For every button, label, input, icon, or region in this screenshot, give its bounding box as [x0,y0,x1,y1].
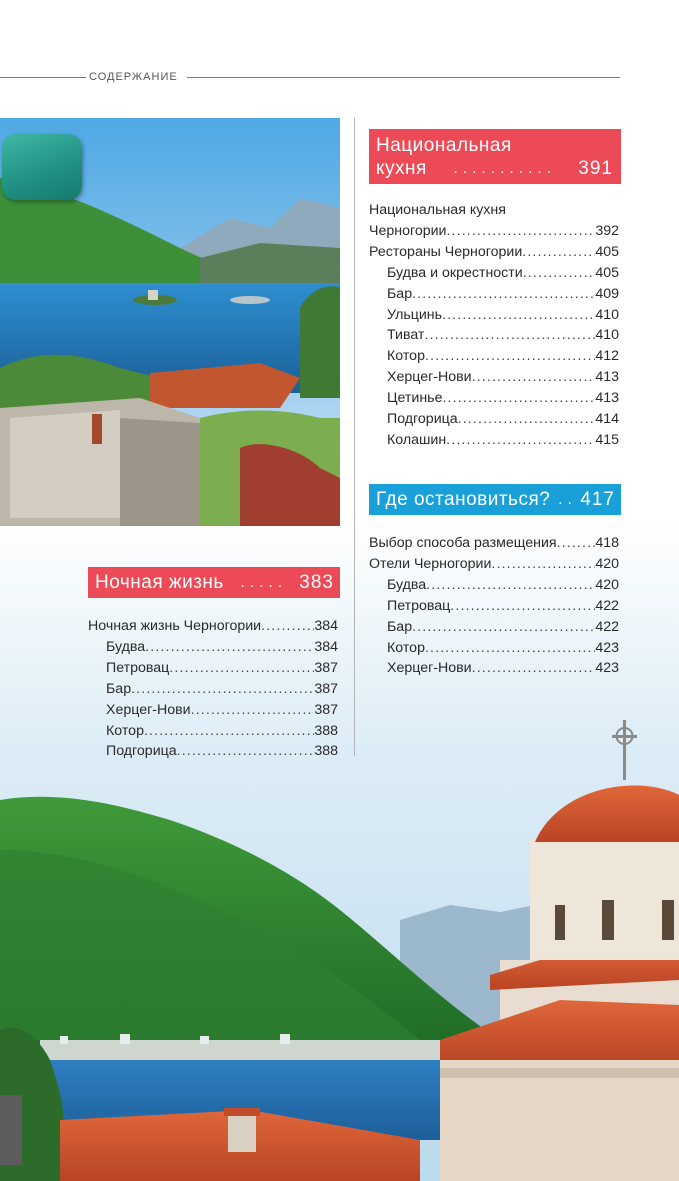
toc-entry[interactable] [369,533,619,554]
toc-leader-dots [425,638,595,659]
toc-entry-title: Ульцинь [387,306,443,323]
toc-entry[interactable] [369,638,619,659]
toc-leader-dots [426,575,595,596]
toc-entry-page: 392 [595,222,619,239]
toc-entry-title: Выбор способа размещения [369,535,557,551]
toc-leader-dots [458,409,596,430]
nightlife-section-heading[interactable] [88,567,340,598]
toc-entry[interactable] [369,221,619,242]
toc-entry[interactable] [88,658,338,679]
toc-entry[interactable] [369,430,619,451]
toc-entry-page: 423 [595,660,619,677]
toc-leader-dots [424,325,595,346]
toc-leader-dots [412,284,595,305]
toc-entry-title: Херцег-Нови [387,369,472,386]
toc-entry-title: Ночная жизнь Черногории [88,618,262,634]
toc-entry[interactable] [369,617,619,638]
toc-entry[interactable] [88,721,338,742]
toc-leader-dots [442,388,595,409]
toc-entry-title: Котор [106,722,144,739]
cuisine-heading-page: 391 [578,158,613,179]
toc-entry-title: Херцег-Нови [106,701,191,718]
toc-entry-title: Рестораны Черногории [369,243,523,260]
toc-entry-page: 409 [595,285,619,302]
toc-entry-page: 414 [595,411,619,428]
stay-heading-text: Где остановиться? [376,489,551,510]
toc-entry-page: 422 [595,618,619,635]
toc-entry-title: Херцег-Нови [387,660,472,677]
toc-leader-dots [425,346,595,367]
toc-entry[interactable] [88,741,338,762]
toc-entry-title: Будва [387,576,427,593]
cuisine-toc-list [369,200,619,451]
toc-leader-dots [191,700,315,721]
cuisine-intro-line: Национальная кухня [369,202,506,218]
toc-entry[interactable] [369,575,619,596]
toc-leader-dots [450,596,595,617]
toc-entry-page: 415 [595,431,619,448]
toc-entry-title: Отели Черногории [369,555,492,572]
nightlife-heading-page: 383 [299,572,334,593]
header-rule-left [0,77,86,78]
stay-section-heading[interactable] [369,484,621,515]
toc-entry-page: 384 [314,638,338,655]
toc-entry-title: Колашин [387,431,447,448]
toc-entry-title: Бар [387,618,413,635]
toc-leader-dots [472,658,596,679]
toc-leader-dots [491,554,595,575]
toc-entry-title: Бар [387,285,413,302]
toc-leader-dots [557,533,596,554]
stay-toc-list [369,533,619,679]
toc-entry-title: Подгорица [387,411,458,428]
toc-entry-title: Будва [106,638,146,655]
toc-entry-page: 410 [595,306,619,323]
toc-entry-page: 420 [595,576,619,593]
cuisine-section-heading[interactable] [369,129,621,184]
toc-entry-page: 388 [314,722,338,739]
toc-entry[interactable] [369,263,619,284]
toc-entry-page: 420 [595,555,619,572]
toc-entry-page: 413 [595,390,619,407]
toc-entry[interactable] [88,679,338,700]
toc-entry[interactable] [369,409,619,430]
toc-leader-dots [446,430,595,451]
cuisine-heading-line2: кухня [376,158,427,179]
toc-leader-dots [523,263,596,284]
toc-leader-dots [442,305,595,326]
toc-entry-title: Черногории [369,222,447,239]
toc-entry[interactable] [369,242,619,263]
toc-leader-dots [412,617,595,638]
nightlife-toc-list [88,616,338,762]
column-separator [354,118,355,756]
toc-leader-dots [145,637,314,658]
toc-leader-dots [177,741,315,762]
toc-leader-dots [472,367,596,388]
toc-leader-dots [522,242,595,263]
toc-entry-title: Тиват [387,327,425,344]
toc-entry-page: 387 [314,680,338,697]
toc-entry-page: 413 [595,369,619,386]
toc-entry[interactable] [369,346,619,367]
stay-heading-dots: . . [558,491,573,508]
toc-entry-page: 387 [314,701,338,718]
toc-entry-page: 410 [595,327,619,344]
page-header-title: СОДЕРЖАНИЕ [89,71,178,83]
toc-entry-title: Котор [387,639,425,656]
toc-entry[interactable] [369,388,619,409]
toc-leader-dots [261,616,314,637]
toc-leader-dots [446,221,595,242]
toc-entry-title: Будва и окрестности [387,264,523,281]
toc-entry[interactable] [369,305,619,326]
toc-leader-dots [169,658,314,679]
toc-entry[interactable] [369,658,619,679]
toc-entry-page: 423 [595,639,619,656]
stay-heading-page: 417 [580,489,615,510]
toc-entry-title: Петровац [106,659,170,676]
cuisine-heading-line1: Национальная [376,135,512,156]
toc-entry-page: 405 [595,243,619,260]
toc-entry[interactable] [88,700,338,721]
toc-entry[interactable] [369,596,619,617]
toc-entry-page: 418 [595,535,619,551]
toc-entry-page: 405 [595,264,619,281]
toc-entry-page: 384 [314,618,338,634]
toc-entry-page: 412 [595,348,619,365]
toc-leader-dots [144,721,314,742]
toc-entry-title: Петровац [387,597,451,614]
nightlife-heading-dots: . . . . . [240,574,283,591]
header-rule-right [187,77,620,78]
toc-entry-page: 387 [314,659,338,676]
toc-entry[interactable] [369,325,619,346]
cuisine-heading-dots: . . . . . . . . . . . [453,160,552,177]
toc-entry[interactable] [88,616,338,637]
toc-entry[interactable] [88,637,338,658]
toc-entry-page: 422 [595,597,619,614]
toc-entry-title: Бар [106,680,132,697]
toc-entry-title: Цетинье [387,390,443,407]
toc-entry-title: Подгорица [106,743,177,760]
section-tab-badge [2,134,82,200]
toc-entry[interactable] [369,367,619,388]
toc-entry-title: Котор [387,348,425,365]
toc-entry[interactable] [369,284,619,305]
nightlife-heading-text: Ночная жизнь [95,572,224,593]
toc-leader-dots [131,679,314,700]
toc-entry[interactable] [369,554,619,575]
toc-entry-page: 388 [314,743,338,760]
